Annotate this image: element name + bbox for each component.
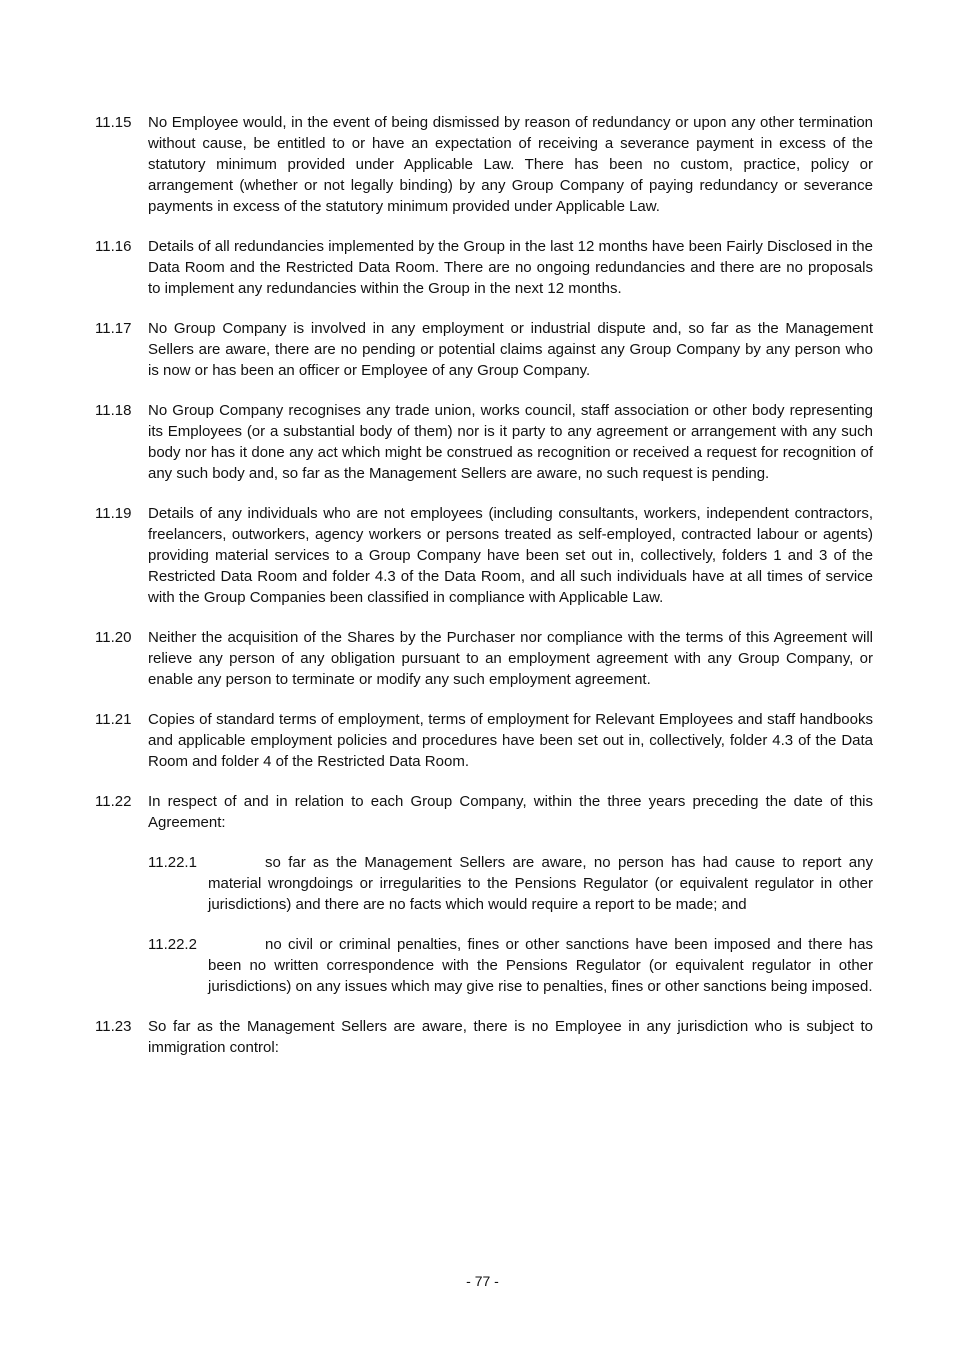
paragraph-text: Details of all redundancies implemented by the Group in the last 12 months have been Fairly Disclosed in the Data Room and the Restricted Data Room. There are no ongoing redundancies and there are no proposals to implement any redundancies within the Group in the next 12 months. [148,238,873,297]
paragraph-text: No Employee would, in the event of being dismissed by reason of redundancy or upon any other termination without cause, be entitled to or have an expectation of receiving a severance payment in excess of the statutory minimum provided under Applicable Law. There has been no custom, practice, policy or arrangement (whether or not legally binding) by any Group Company of paying redundancy or severance payments in excess of the statutory minimum provided under Applicable Law. [148,114,873,215]
paragraph-11-23 [95,1016,873,1058]
subparagraph-11-22-1 [95,852,873,915]
subparagraph-11-22-2 [95,934,873,997]
paragraph-11-15 [95,112,873,217]
paragraph-text: So far as the Management Sellers are aware, there is no Employee in any jurisdiction who is subject to immigration control: [148,1018,873,1056]
paragraph-text: No Group Company is involved in any employment or industrial dispute and, so far as the Management Sellers are aware, there are no pending or potential claims against any Group Company by any person who is now or has been an officer or Employee of any Group Company. [148,320,873,379]
paragraph-text: Neither the acquisition of the Shares by the Purchaser nor compliance with the terms of this Agreement will relieve any person of any obligation pursuant to an employment agreement with any Group Company, or enable any person to terminate or modify any such employment agreement. [148,629,873,688]
paragraph-11-20 [95,627,873,690]
paragraph-number: 11.15 [95,114,132,131]
paragraph-number: 11.22 [95,793,132,810]
paragraph-number: 11.19 [95,505,132,522]
subparagraph-number: 11.22.1 [148,854,197,871]
subparagraph-text: no civil or criminal penalties, fines or other sanctions have been imposed and there has been no written correspondence with the Pensions Regulator (or equivalent regulator in other jurisdictions) on any issues which may give rise to penalties, fines or other sanctions being imposed. [208,936,873,995]
paragraph-number: 11.20 [95,629,132,646]
paragraph-text: Copies of standard terms of employment, terms of employment for Relevant Employees and staff handbooks and applicable employment policies and procedures have been set out in, collectively, folder 4.3 of the Data Room and folder 4 of the Restricted Data Room. [148,711,873,770]
paragraph-number: 11.18 [95,402,132,419]
paragraph-11-16 [95,236,873,299]
paragraph-number: 11.16 [95,238,132,255]
subparagraph-text: so far as the Management Sellers are aware, no person has had cause to report any material wrongdoings or irregularities to the Pensions Regulator (or equivalent regulator in other jurisdictions) and there are no facts which would require a report to be made; and [208,854,873,913]
paragraph-text: Details of any individuals who are not employees (including consultants, workers, independent contractors, freelancers, outworkers, agency workers or persons treated as self-employed, contracted labour or agents) providing material services to a Group Company have been set out in, collectively, folders 1 and 3 of the Restricted Data Room and folder 4.3 of the Data Room, and all such individuals have at all times of service with the Group Companies been classified in compliance with Applicable Law. [148,505,873,606]
subparagraph-number: 11.22.2 [148,936,197,953]
paragraph-text: In respect of and in relation to each Group Company, within the three years preceding the date of this Agreement: [148,793,873,831]
document-content [95,112,873,1077]
paragraph-text: No Group Company recognises any trade union, works council, staff association or other body representing its Employees (or a substantial body of them) nor is it party to any agreement or arrangement with any such body nor has it done any act which might be construed as recognition or received a request for recognition of any such body and, so far as the Management Sellers are aware, no such request is pending. [148,402,873,482]
paragraph-number: 11.23 [95,1018,132,1035]
paragraph-11-21 [95,709,873,772]
page-number: - 77 - [466,1273,499,1289]
paragraph-11-18 [95,400,873,484]
paragraph-number: 11.21 [95,711,132,728]
paragraph-11-19 [95,503,873,608]
paragraph-number: 11.17 [95,320,132,337]
paragraph-11-17 [95,318,873,381]
paragraph-11-22 [95,791,873,833]
